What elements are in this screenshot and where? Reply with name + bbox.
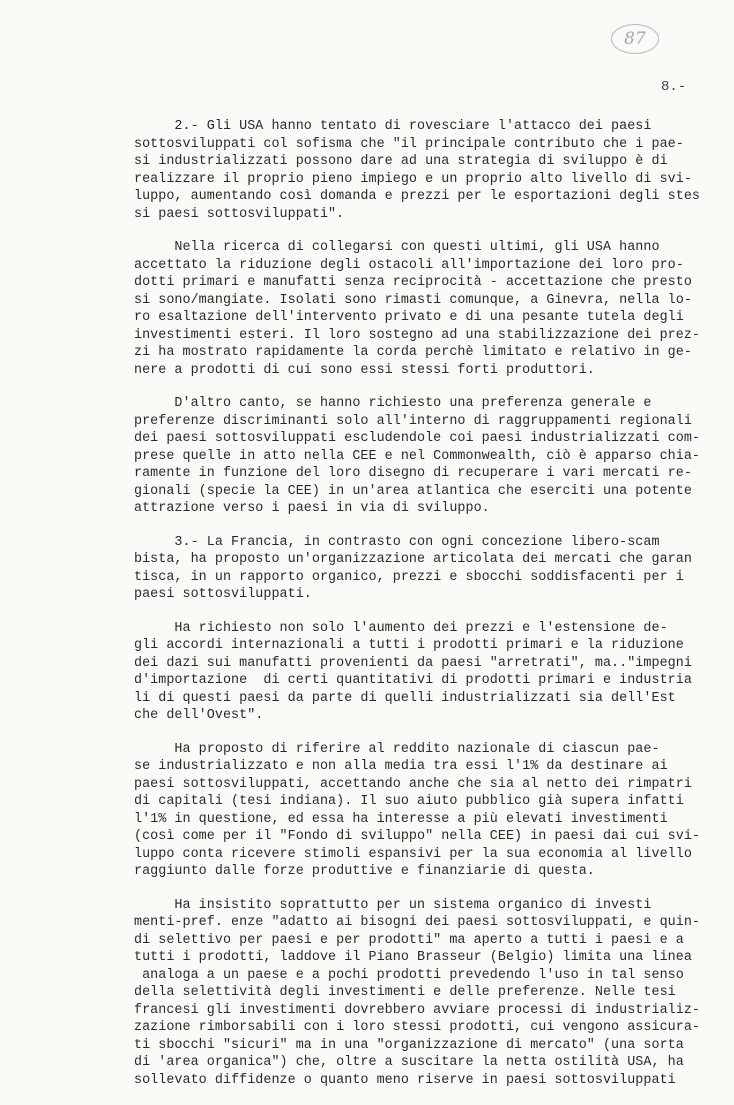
text-line: sottosviluppati col sofisma che "il principale contributo che i pae-: [134, 136, 684, 152]
text-line: 3.- La Francia, in contrasto con ogni concezione libero-scam: [134, 534, 660, 550]
text-line: ramente in funzione del loro disegno di recuperare i vari mercati re-: [134, 466, 692, 481]
text-line: paesi sottosviluppati.: [134, 587, 312, 602]
text-line: ro esaltazione dell'intervento privato e di una pesante tutela degli: [134, 310, 684, 325]
page-number: 8.-: [661, 79, 687, 95]
text-line: D'altro canto, se hanno richiesto una preferenza generale e: [134, 396, 652, 411]
text-line: l'1% in questione, ed essa ha interesse a più elevati investimenti: [134, 811, 668, 827]
paragraph: [134, 395, 700, 518]
text-line: tutti i prodotti, laddove il Piano Brasseur (Belgio) limita una linea: [134, 950, 692, 965]
text-line: Ha proposto di riferire al reddito nazionale di ciascun pae-: [134, 741, 660, 757]
text-line: se industrializzato e non alla media tra essi l'1% da destinare ai: [134, 759, 668, 774]
text-line: si paesi sottosviluppati".: [134, 206, 345, 222]
text-line: paesi sottosviluppati, accettando anche che sia al netto dei rimpatri: [134, 776, 692, 792]
text-line: investimenti esteri. Il loro sostegno ad una stabilizzazione dei prez-: [134, 327, 700, 343]
text-line: della selettività degli investimenti e delle preferenze. Nelle tesi: [134, 985, 676, 1000]
paragraph: [134, 534, 694, 604]
text-line: dei paesi sottosviluppati escludendole coi paesi industrializzati com-: [134, 431, 700, 446]
text-line: ti sbocchi "sicuri" ma in una "organizzazione di mercato" (una sorta: [134, 1037, 684, 1053]
text-line: zazione rimborsabili con i loro stessi prodotti, cui vengono assicura-: [134, 1020, 700, 1035]
text-line: dotti primari e manufatti senza reciprocità - accettazione che presto: [134, 275, 692, 290]
paragraph: [134, 118, 700, 223]
text-line: nere a prodotti di cui sono essi stessi forti produttori.: [134, 362, 595, 378]
text-line: zi ha mostrato rapidamente la corda perchè limitato e relativo in ge-: [134, 345, 692, 360]
paragraph: [134, 741, 700, 881]
text-line: preferenze discriminanti solo all'interno di raggruppamenti regionali: [134, 413, 692, 429]
text-line: francesi gli investimenti dovrebbero avviare processi di industrializ-: [134, 1002, 700, 1018]
text-line: attrazione verso i paesi in via di sviluppo.: [134, 501, 490, 516]
text-line: dei dazi sui manufatti provenienti da paesi "arretrati", ma.."impegni: [134, 655, 692, 671]
text-line: 2.- Gli USA hanno tentato di rovesciare l'attacco dei paesi: [134, 119, 652, 134]
text-line: bista, ha proposto un'organizzazione articolata dei mercati che garan: [134, 552, 692, 567]
text-line: raggiunto dalle forze produttive e finanziarie di questa.: [134, 864, 595, 879]
text-line: di selettivo per paesi e per prodotti" ma aperto a tutti i paesi e a: [134, 932, 684, 948]
text-line: sollevato diffidenze o quanto meno riserve in paesi sottosviluppati: [134, 1072, 676, 1088]
text-line: luppo conta ricevere stimoli espansivi per la sua economia al livello: [134, 846, 692, 862]
text-line: realizzare il proprio pieno impiego e un proprio alto livello di svi-: [134, 171, 692, 187]
text-line: gli accordi internazionali a tutti i prodotti primari e la riduzione: [134, 638, 684, 653]
text-line: si sono/mangiate. Isolati sono rimasti comunque, a Ginevra, nella lo-: [134, 292, 692, 308]
text-line: si industrializzati possono dare ad una strategia di sviluppo è di: [134, 154, 668, 169]
paragraph: [134, 897, 700, 1090]
text-line: Ha richiesto non solo l'aumento dei prezzi e l'estensione de-: [134, 620, 668, 636]
text-line: Ha insistito soprattutto per un sistema organico di investi: [134, 897, 652, 913]
text-line: Nella ricerca di collegarsi con questi ultimi, gli USA hanno: [134, 240, 660, 255]
text-line: luppo, aumentando così domanda e prezzi per le esportazioni degli stes: [134, 189, 700, 204]
text-line: prese quelle in atto nella CEE e nel Commonwealth, ciò è apparso chia-: [134, 448, 700, 464]
text-line: menti-pref. enze "adatto ai bisogni dei paesi sottosviluppati, e quin-: [134, 915, 700, 930]
text-line: di 'area organica") che, oltre a suscitare la netta ostilità USA, ha: [134, 1055, 684, 1070]
text-line: di capitali (tesi indiana). Il suo aiuto pubblico già supera infatti: [134, 794, 684, 809]
archive-stamp: 87: [611, 24, 659, 54]
text-line: d'importazione di certi quantitativi di prodotti primari e industria: [134, 673, 692, 688]
text-line: accettato la riduzione degli ostacoli all'importazione dei loro pro-: [134, 257, 684, 273]
text-line: tisca, in un rapporto organico, prezzi e sbocchi soddisfacenti per i: [134, 569, 684, 585]
paragraph: [134, 239, 700, 379]
text-line: che dell'Ovest".: [134, 708, 264, 723]
text-line: (così come per il "Fondo di sviluppo" nella CEE) in paesi dai cui svi-: [134, 829, 700, 844]
text-line: gionali (specie la CEE) in un'area atlantica che eserciti una potente: [134, 483, 692, 499]
text-line: li di questi paesi da parte di quelli industrializzati sia dell'Est: [134, 690, 676, 706]
paragraph: [134, 620, 694, 725]
body-text: [134, 118, 700, 1105]
text-line: analoga a un paese e a pochi prodotti prevedendo l'uso in tal senso: [134, 967, 684, 983]
